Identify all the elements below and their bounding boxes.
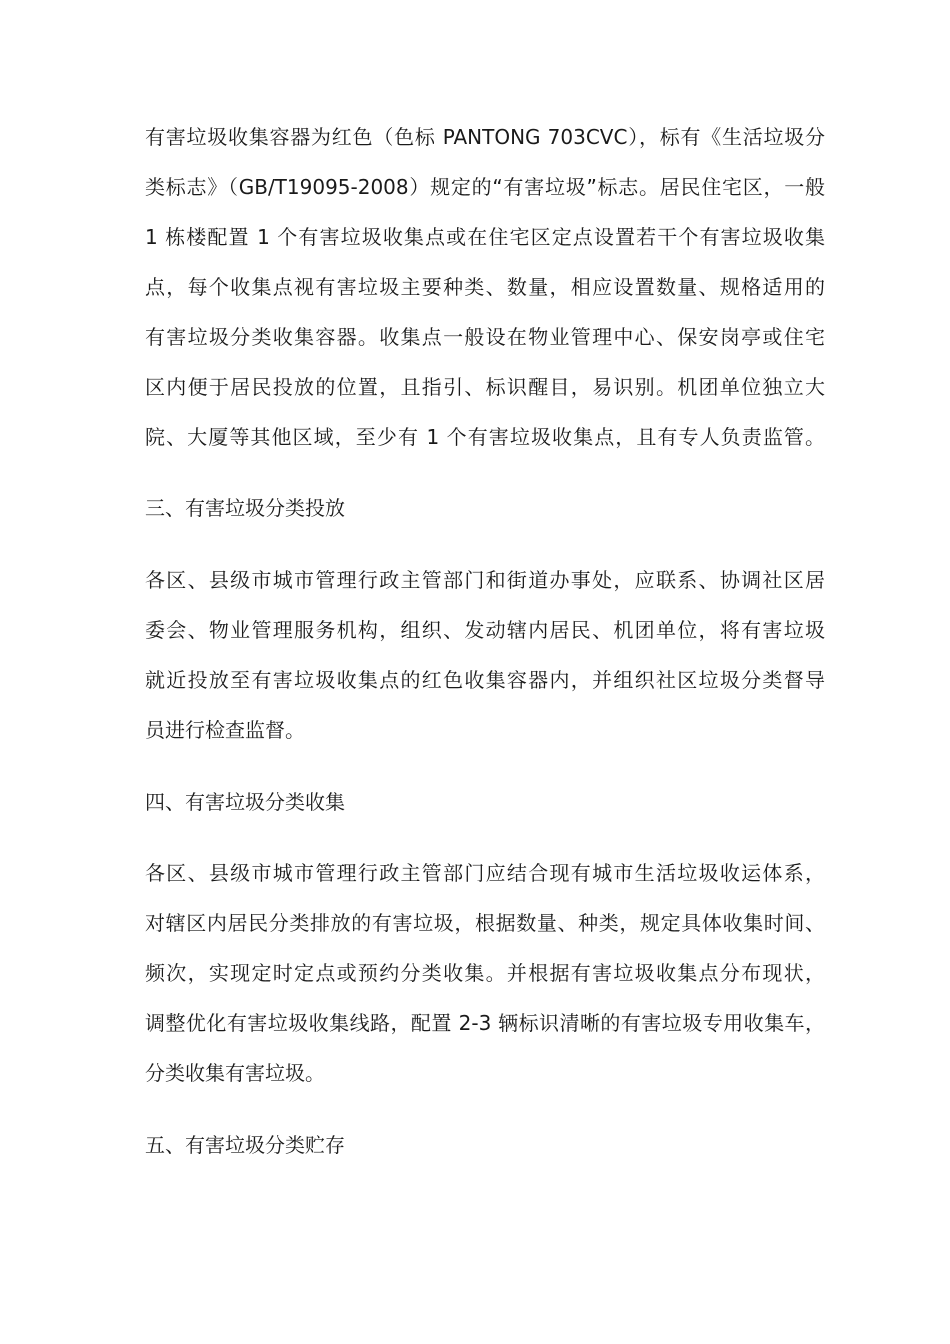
- paragraph-1-line-5: 有害垃圾分类收集容器。收集点一般设在物业管理中心、保安岗亭或住宅: [145, 325, 825, 349]
- paragraph-2-line-4: 员进行检查监督。: [145, 718, 305, 742]
- paragraph-3-line-4: 调整优化有害垃圾收集线路，配置 2-3 辆标识清晰的有害垃圾专用收集车，: [145, 1011, 825, 1035]
- paragraph-1-line-7: 院、大厦等其他区域，至少有 1 个有害垃圾收集点，且有专人负责监管。: [145, 425, 825, 449]
- paragraph-1-line-4: 点，每个收集点视有害垃圾主要种类、数量，相应设置数量、规格适用的: [145, 275, 825, 299]
- paragraph-1-line-6: 区内便于居民投放的位置，且指引、标识醒目，易识别。机团单位独立大: [145, 375, 825, 399]
- paragraph-2-line-1: 各区、县级市城市管理行政主管部门和街道办事处，应联系、协调社区居: [145, 568, 825, 592]
- section-heading-4: 四、有害垃圾分类收集: [145, 790, 345, 814]
- paragraph-1-line-3: 1 栋楼配置 1 个有害垃圾收集点或在住宅区定点设置若干个有害垃圾收集: [145, 225, 825, 249]
- paragraph-3-line-2: 对辖区内居民分类排放的有害垃圾，根据数量、种类，规定具体收集时间、: [145, 911, 825, 935]
- section-heading-5: 五、有害垃圾分类贮存: [145, 1133, 345, 1157]
- paragraph-1-line-1: 有害垃圾收集容器为红色（色标 PANTONG 703CVC），标有《生活垃圾分: [145, 125, 825, 149]
- paragraph-2-line-2: 委会、物业管理服务机构，组织、发动辖内居民、机团单位，将有害垃圾: [145, 618, 825, 642]
- paragraph-3-line-1: 各区、县级市城市管理行政主管部门应结合现有城市生活垃圾收运体系，: [145, 861, 825, 885]
- paragraph-3-line-3: 频次，实现定时定点或预约分类收集。并根据有害垃圾收集点分布现状，: [145, 961, 825, 985]
- paragraph-3-line-5: 分类收集有害垃圾。: [145, 1061, 325, 1085]
- section-heading-3: 三、有害垃圾分类投放: [145, 496, 345, 520]
- paragraph-1-line-2: 类标志》（GB/T19095-2008）规定的“有害垃圾”标志。居民住宅区，一般: [145, 175, 825, 199]
- paragraph-2-line-3: 就近投放至有害垃圾收集点的红色收集容器内，并组织社区垃圾分类督导: [145, 668, 825, 692]
